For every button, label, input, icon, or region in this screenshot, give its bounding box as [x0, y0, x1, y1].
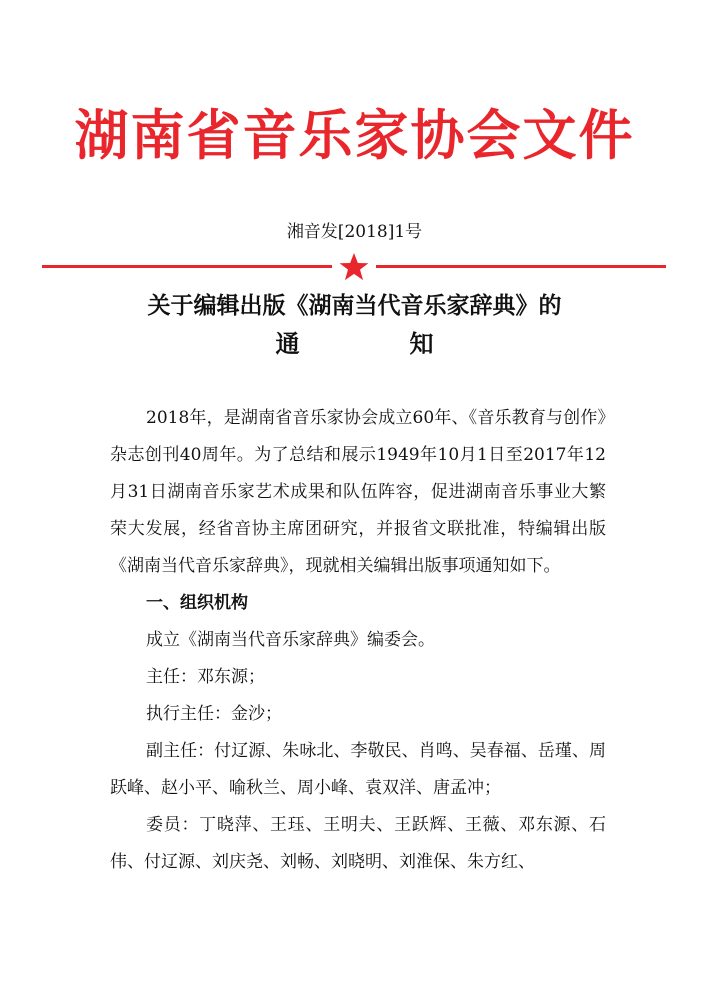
deputy-directors-paragraph: 副主任：付辽源、朱咏北、李敬民、肖鸣、吴春福、岳瑾、周跃峰、赵小平、喻秋兰、周小峰、袁双洋、唐孟冲； [110, 741, 606, 798]
document-number: 湘音发[2018]1号 [286, 222, 423, 242]
divider-line-right [376, 265, 666, 268]
notice-title: 关于编辑出版《湖南当代音乐家辞典》的 [147, 293, 562, 319]
notice-body [110, 400, 606, 881]
document-header-title: 湖南省音乐家协会文件 [74, 103, 635, 167]
section-heading-organization: 一、组织机构 [146, 593, 248, 613]
intro-paragraph: 2018年，是湖南省音乐家协会成立60年、《音乐教育与创作》杂志创刊40周年。为了总结和展示1949年10月1日至2017年12月31日湖南音乐家艺术成果和队伍阵容，促进湖南音乐事业大繁荣大发展，经省音协主席团研究，并报省文联批准，特编辑出版《湖南当代音乐家辞典》，现就相关编辑出版事项通知如下。 [110, 408, 606, 576]
notice-subtitle-right: 知 [409, 330, 434, 358]
director-line: 主任：邓东源； [146, 667, 265, 687]
star-icon [338, 251, 370, 283]
notice-subtitle-left: 通 [275, 330, 300, 358]
divider-line-left [42, 265, 332, 268]
header-divider [42, 255, 666, 281]
committee-establish-paragraph: 成立《湖南当代音乐家辞典》编委会。 [146, 630, 435, 650]
executive-director-line: 执行主任：金沙； [146, 704, 282, 724]
members-paragraph: 委员：丁晓萍、王珏、王明夫、王跃辉、王薇、邓东源、石伟、付辽源、刘庆尧、刘畅、刘晓明、刘淮保、朱方红、 [110, 815, 606, 872]
notice-subtitle [0, 326, 709, 362]
